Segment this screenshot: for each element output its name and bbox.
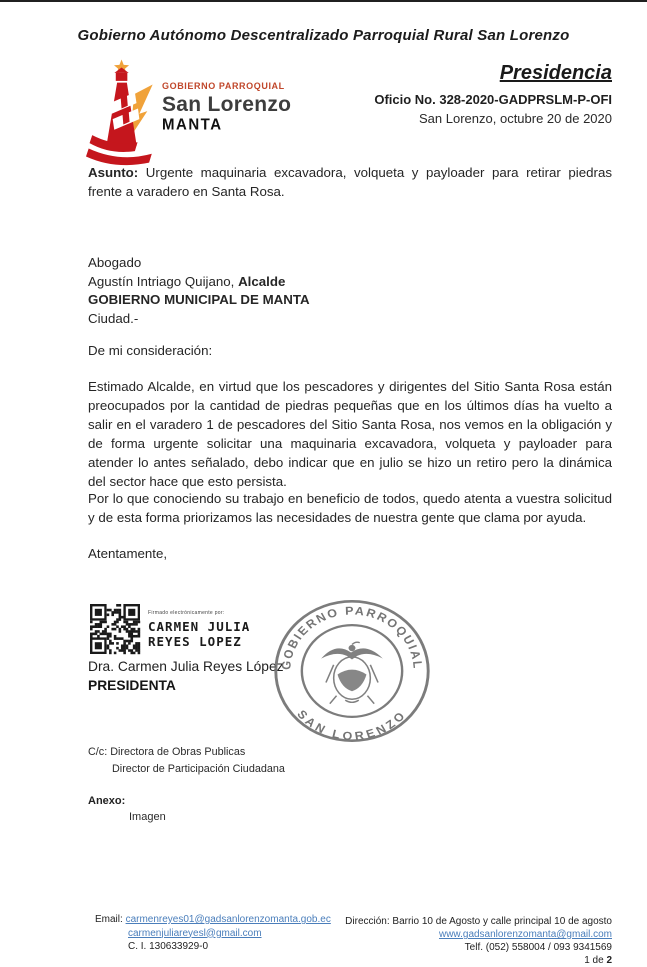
- subject-label: Asunto:: [88, 165, 139, 180]
- cc-block: [88, 744, 285, 778]
- esignature-qr-code: [90, 604, 140, 654]
- annex-label: Anexo:: [88, 795, 126, 807]
- body-paragraph-1: Estimado Alcalde, en virtud que los pescadores y dirigentes del Sitio Santa Rosa están preocupados por la cantidad de piedras pequeñas que en los últimos días ha vuelto a salir en el varadero 1 de pescadores del Sitio Santa Rosa, nos vemos en la obligación y de forma urgente solicitar una maquinaria excavadora, volqueta y payloader para atender lo antes señalado, debo indicar que en julio se hizo un retiro pero la dinámica del sector hace que esto persista.: [88, 379, 612, 489]
- logo-text-block: [162, 82, 291, 132]
- email-link-2[interactable]: carmenjuliareyesl@gmail.com: [128, 927, 262, 939]
- stamp-top-text: GOBIERNO PARROQUIAL: [278, 603, 426, 671]
- web-link[interactable]: www.gadsanlorenzomanta@gmail.com: [438, 929, 612, 940]
- stamp-bottom-text: SAN LORENZO: [294, 707, 410, 743]
- footer-address-block: [345, 915, 612, 967]
- recipient-title: Alcalde: [238, 273, 286, 289]
- cc-line-2: Director de Participación Ciudadana: [112, 763, 285, 775]
- official-stamp: [270, 596, 434, 751]
- footer-contact-block: [95, 913, 331, 954]
- footer-ci: C. I. 130633929-0: [128, 941, 209, 952]
- signer-role: PRESIDENTA: [88, 678, 176, 693]
- footer-email-line-1: [95, 913, 331, 927]
- date-line: San Lorenzo, octubre 20 de 2020: [419, 111, 612, 126]
- coat-of-arms-emblem: [321, 642, 383, 703]
- footer-address: Dirección: Barrio 10 de Agosto y calle principal 10 de agosto: [345, 916, 612, 927]
- esignature-name: CARMEN JULIA REYES LOPEZ: [148, 619, 251, 649]
- footer-email-line-2: [95, 927, 331, 941]
- recipient-name-line: [88, 273, 612, 292]
- document-title: Gobierno Autónomo Descentralizado Parroquial Rural San Lorenzo: [77, 27, 570, 44]
- oficio-number: Oficio No. 328-2020-GADPRSLM-P-OFI: [374, 92, 612, 107]
- closing-line: Atentamente,: [88, 546, 168, 561]
- recipient-block: [88, 254, 612, 328]
- esignature-text-block: [148, 610, 250, 649]
- body-paragraph-2: Por lo que conociendo su trabajo en beneficio de todos, quedo atenta a vuestra solicitud y de esta forma priorizamos las necesidades de nuestra gente que clama por ayuda.: [88, 491, 612, 525]
- email-label: Email:: [95, 914, 126, 925]
- recipient-institution: GOBIERNO MUNICIPAL DE MANTA: [88, 292, 310, 307]
- subject-text: Urgente maquinaria excavadora, volqueta y payloader para retirar piedras frente a varadero en Santa Rosa.: [88, 165, 612, 199]
- footer-phone: Telf. (052) 558004 / 093 9341569: [464, 942, 612, 953]
- email-link-1[interactable]: carmenreyes01@gadsanlorenzomanta.gob.ec: [125, 914, 331, 925]
- page-number: 1 de 2: [584, 955, 612, 966]
- esignature-label: Firmado electrónicamente por:: [148, 610, 225, 616]
- lighthouse-logo-icon: [86, 56, 166, 173]
- recipient-name: Agustín Intriago Quijano,: [88, 273, 239, 289]
- office-title: Presidencia: [499, 62, 612, 84]
- logo-city-label: MANTA: [162, 115, 223, 134]
- salutation: De mi consideración:: [88, 343, 213, 358]
- annex-value: Imagen: [129, 811, 166, 823]
- cc-label: C/c:: [88, 746, 108, 758]
- recipient-degree: Abogado: [88, 255, 142, 270]
- cc-line-1: C/c: Directora de Obras Publicas: [88, 746, 246, 758]
- letterhead-block: [374, 62, 612, 126]
- logo-org-label: GOBIERNO PARROQUIAL: [162, 81, 285, 91]
- footer-web-line: [345, 928, 612, 941]
- page-top-edge: [0, 0, 647, 2]
- signer-name: Dra. Carmen Julia Reyes López: [88, 659, 284, 674]
- recipient-city: Ciudad.-: [88, 310, 139, 326]
- institution-logo: [86, 56, 326, 168]
- subject-line: [88, 163, 612, 201]
- svg-text:SAN LORENZO: [294, 707, 410, 742]
- logo-parish-name: San Lorenzo: [162, 93, 292, 116]
- svg-text:GOBIERNO PARROQUIAL: [279, 604, 426, 671]
